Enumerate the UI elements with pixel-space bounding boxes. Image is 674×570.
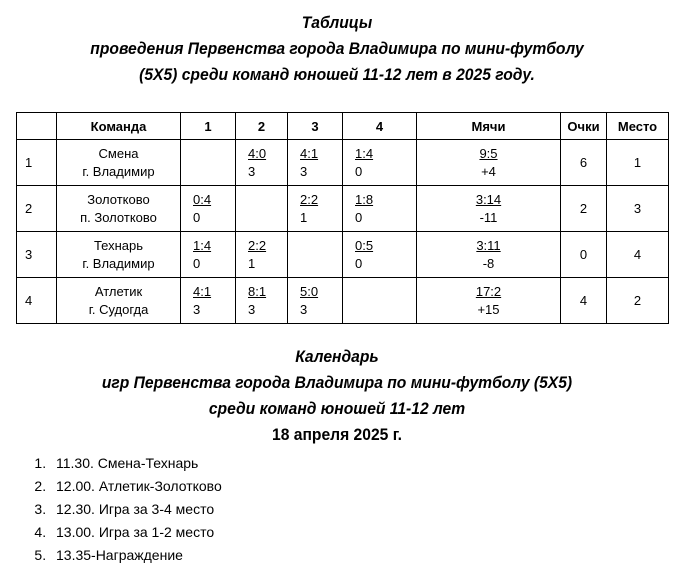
team-name: Смена	[98, 145, 139, 161]
team-cell	[57, 186, 181, 232]
match-result-cell	[288, 186, 343, 232]
header-subtitle: (5Х5) среди команд юношей 11-12 лет в 2025 году.	[139, 65, 535, 84]
match-points: 3	[248, 301, 256, 317]
match-score: 5:0	[300, 283, 319, 299]
table-row	[17, 278, 669, 324]
column-header: 1	[181, 113, 236, 140]
calendar-subtitle: игр Первенства города Владимира по мини-футболу (5Х5)	[101, 373, 573, 392]
points-cell: 6	[561, 140, 607, 186]
goals-cell	[417, 278, 561, 324]
match-points: 0	[193, 209, 201, 225]
match-points: 0	[193, 255, 201, 271]
points-cell: 4	[561, 278, 607, 324]
match-score: 8:1	[248, 283, 267, 299]
match-result-cell	[288, 278, 343, 324]
goals-ratio: 3:14	[475, 191, 502, 207]
match-points: 0	[355, 163, 363, 179]
empty-cell	[181, 140, 236, 186]
match-points: 0	[355, 209, 363, 225]
team-city: г. Владимир	[82, 255, 155, 271]
match-points: 3	[300, 301, 308, 317]
match-result-cell	[181, 278, 236, 324]
empty-cell	[288, 232, 343, 278]
match-result-cell	[343, 186, 417, 232]
match-score: 4:1	[193, 283, 212, 299]
column-header: Место	[607, 113, 669, 140]
team-cell	[57, 278, 181, 324]
match-score: 2:2	[248, 237, 267, 253]
match-result-cell	[236, 278, 288, 324]
calendar-header	[27, 344, 647, 448]
points-cell: 2	[561, 186, 607, 232]
match-result-cell	[343, 140, 417, 186]
goals-ratio: 3:11	[476, 237, 501, 253]
team-name: Золотково	[87, 191, 150, 207]
goals-cell	[417, 232, 561, 278]
table-row	[17, 232, 669, 278]
match-result-cell	[343, 232, 417, 278]
table-row	[17, 140, 669, 186]
match-score: 4:1	[300, 145, 319, 161]
place-cell: 4	[607, 232, 669, 278]
calendar-title: Календарь	[295, 347, 379, 366]
empty-cell	[343, 278, 417, 324]
goals-cell	[417, 140, 561, 186]
match-points: 3	[300, 163, 308, 179]
match-result-cell	[236, 232, 288, 278]
header-title: Таблицы	[301, 13, 373, 32]
match-result-cell	[288, 140, 343, 186]
match-points: 3	[248, 163, 256, 179]
column-header: Мячи	[417, 113, 561, 140]
place-cell: 3	[607, 186, 669, 232]
schedule-item: 2. 12.00. Атлетик-Золотково	[50, 475, 222, 498]
team-name: Атлетик	[94, 283, 143, 299]
table-row	[17, 186, 669, 232]
match-score: 1:4	[355, 145, 374, 161]
column-header: 4	[343, 113, 417, 140]
column-header: 3	[288, 113, 343, 140]
match-result-cell	[181, 186, 236, 232]
match-result-cell	[181, 232, 236, 278]
row-number: 1	[17, 140, 57, 186]
schedule-item: 4. 13.00. Игра за 1-2 место	[50, 521, 222, 544]
calendar-subtitle: среди команд юношей 11-12 лет	[208, 399, 466, 418]
header-subtitle: проведения Первенства города Владимира по мини-футболу	[90, 39, 584, 58]
match-score: 0:5	[355, 237, 374, 253]
points-cell: 0	[561, 232, 607, 278]
schedule-item: 3. 12.30. Игра за 3-4 место	[50, 498, 222, 521]
team-city: п. Золотково	[80, 209, 157, 225]
goal-difference: +4	[481, 163, 496, 179]
place-cell: 2	[607, 278, 669, 324]
row-number: 3	[17, 232, 57, 278]
match-score: 0:4	[193, 191, 212, 207]
match-points: 3	[193, 301, 201, 317]
schedule-item: 1. 11.30. Смена-Технарь	[50, 452, 222, 475]
column-header: 2	[236, 113, 288, 140]
column-header: Команда	[57, 113, 181, 140]
match-score: 1:4	[193, 237, 212, 253]
row-number: 4	[17, 278, 57, 324]
column-header: Очки	[561, 113, 607, 140]
team-city: г. Владимир	[82, 163, 155, 179]
goal-difference: +15	[477, 301, 500, 317]
team-name: Технарь	[93, 237, 144, 253]
schedule-item: 5. 13.35-Награждение	[50, 544, 222, 567]
goal-difference: -8	[482, 255, 495, 271]
schedule-list	[20, 452, 222, 567]
match-score: 4:0	[248, 145, 267, 161]
match-score: 1:8	[355, 191, 374, 207]
match-score: 2:2	[300, 191, 319, 207]
place-cell: 1	[607, 140, 669, 186]
match-points: 1	[300, 209, 308, 225]
calendar-date: 18 апреля 2025 г.	[272, 425, 402, 444]
document-header	[27, 10, 647, 88]
match-result-cell	[236, 140, 288, 186]
goals-ratio: 17:2	[475, 283, 502, 299]
empty-cell	[236, 186, 288, 232]
table-header-row	[17, 113, 669, 140]
column-header	[17, 113, 57, 140]
goals-cell	[417, 186, 561, 232]
team-cell	[57, 140, 181, 186]
goals-ratio: 9:5	[479, 145, 498, 161]
match-points: 0	[355, 255, 363, 271]
standings-table	[16, 112, 669, 324]
match-points: 1	[248, 255, 256, 271]
goal-difference: -11	[479, 209, 498, 225]
team-cell	[57, 232, 181, 278]
team-city: г. Судогда	[88, 301, 149, 317]
row-number: 2	[17, 186, 57, 232]
